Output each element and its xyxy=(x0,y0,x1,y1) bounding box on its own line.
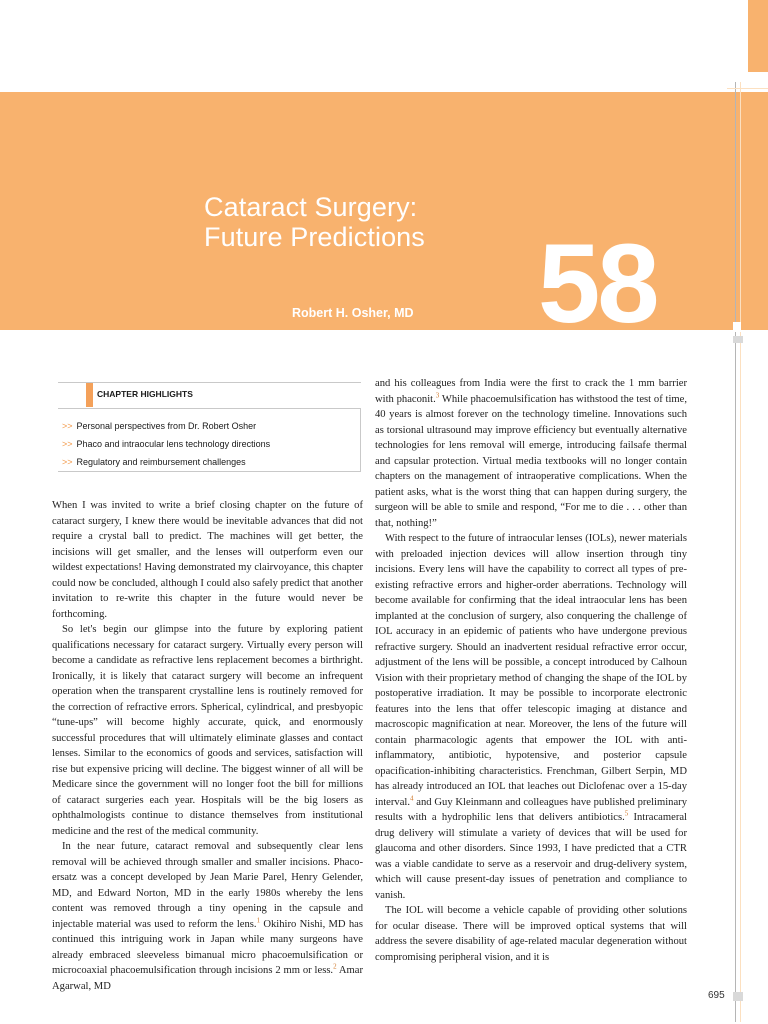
margin-rule xyxy=(735,82,736,1022)
highlight-item xyxy=(58,435,360,453)
paragraph-text: In the near future, cataract removal and subsequently clear lens removal will be achieved through smaller and smaller incisions. Phaco-ersatz was a concept developed by Jean Marie Parel, Henry Gelender, MD, and Edward Norton, MD in the early 1980s whereby the lens content was removed through a tiny opening in the capsule and injectable material was used to reform the lens. xyxy=(52,841,363,930)
edge-notch xyxy=(733,322,741,332)
paragraph xyxy=(52,839,363,994)
highlights-title: CHAPTER HIGHLIGHTS xyxy=(97,389,193,399)
body-column-right xyxy=(375,376,687,965)
paragraph-text: and his colleagues from India were the first to crack the 1 mm barrier with phaconit. xyxy=(375,378,687,405)
highlight-text: Regulatory and reimbursement challenges xyxy=(76,457,246,467)
citation-marker: 4 xyxy=(410,793,414,802)
citation-marker: 3 xyxy=(435,390,440,399)
highlight-item xyxy=(58,417,360,435)
double-chevron-icon: >> xyxy=(62,421,73,431)
highlights-marker xyxy=(86,383,93,407)
paragraph-text: and Guy Kleinmann and colleagues have published preliminary results with a hydrophilic lens that delivers antibiotics. xyxy=(375,796,687,823)
chapter-title-line1: Cataract Surgery: xyxy=(204,192,418,222)
chapter-highlights-box xyxy=(58,382,361,472)
citation-marker: 5 xyxy=(624,809,629,818)
paragraph-text: With respect to the future of intraocular lenses (IOLs), newer materials with preloaded injection devices will allow insertion through tiny incisions. Every lens will have the capability to correct all types of pre-existing refractive errors and higher-order aberrations. Technology will become available for confirming that the ideal intraocular lens has been implanted at the conclusion of surgery, also conquering the challenge of IOL accuracy in an epidemic of patients who have undergone previous refractive surgery. Should an inadvertent residual refractive error occur, adjustment of the lens will be possible, a concept introduced by Calhoun Vision with their proprietary method of changing the shape of the IOL by postoperative irradiation. It may be possible to incorporate electronic features into the lens that offer telescopic imaging at distance and macroscopic magnification at near. Moreover, the lens of the future will contain pharmacologic agents that empower the IOL with anti-inflammatory, antibiotic, hypotensive, and posterior capsule opacification-inhibiting characteristics. Frenchman, Gilbert Serpin, MD has already introduced an IOL that leaches out Diclofenac over a 15-day interval. xyxy=(375,533,687,808)
paragraph-text: Okihiro Nishi, MD has continued this intriguing work in Japan while many surgeons have already embraced sleeveless bimanual micro phacoemulsification or microcoaxial phacoemulsification through incisions 2 mm or less. xyxy=(52,918,363,976)
double-chevron-icon: >> xyxy=(62,439,73,449)
page-number: 695 xyxy=(708,990,725,1001)
corner-rule xyxy=(727,88,768,89)
edge-mark-top xyxy=(733,336,743,343)
paragraph: The IOL will become a vehicle capable of providing other solutions for ocular disease. There will be improved optical systems that will address the severe disability of age-related macular degeneration without compromising peripheral vision, and it is xyxy=(375,905,687,963)
paragraph: When I was invited to write a brief closing chapter on the future of cataract surgery, I knew there would be inevitable advances that did not require a crystal ball to predict. The machines will get better, the incisions will get smaller, and the lenses will outperform even our wildest expectations! Having demonstrated my clairvoyance, this chapter could now be concluded, although I could also safely predict that another invitation to re-write this chapter in the future would never be forthcoming. xyxy=(52,500,363,620)
paragraph: So let's begin our glimpse into the future by exploring patient qualifications necessary for cataract surgery. Virtually every person will become a candidate as refractive lens replacement becomes a birthright. Ironically, it is likely that cataract surgery will become an infrequent operation when the transparent crystalline lens is routinely removed for the correction of refractive errors. Spherical, cylindrical, and presbyopic “tune-ups” will become highly accurate, quick, and enormously successful procedures that will ultimately eliminate glasses and contact lenses. Similar to the economics of goods and services, satisfaction will rise but expensive pricing will decline. The biggest winner of all will be Medicare since the government will no longer foot the bill for millions of cataract surgeries each year. Hospitals will be the big losers as ophthalmologists continue to distance themselves from institutional medicine and the rest of the medical community. xyxy=(52,624,363,837)
highlight-text: Phaco and intraocular lens technology directions xyxy=(76,439,271,449)
chapter-number: 58 xyxy=(538,221,657,346)
paragraph-text: While phacoemulsification has withstood the test of time, 40 years is almost forever on the technology timeline. Innovations such as torsional ultrasound may improve efficiency but eventually alternative technologies for lens removal will emerge, introducing failsafe thermal and capsular protection. Virtual media textbooks will no longer contain chapters on the management of intraoperative complications. When the patient asks, what is the worst thing that can happen during surgery, the surgeon will be able to smile and respond, “For me to die . . . other than that, nothing!” xyxy=(375,393,687,529)
chapter-title-line2: Future Predictions xyxy=(204,222,425,252)
margin-rule-light xyxy=(740,82,741,1022)
highlights-list xyxy=(58,408,361,472)
page-edge-tab xyxy=(748,0,768,72)
highlight-item xyxy=(58,453,360,471)
paragraph-text: Intracameral drug delivery will stimulate a variety of devices that will be used for glaucoma and other disorders. Since 1993, I have predicted that a CTR was a viable candidate to serve as a reservoir and drug-delivery system, which will cause present-day issues of penetration and compliance to vanish. xyxy=(375,812,687,901)
highlight-text: Personal perspectives from Dr. Robert Osher xyxy=(76,421,257,431)
edge-mark-bottom xyxy=(733,992,743,1001)
paragraph-text: Amar Agarwal, MD xyxy=(52,965,364,992)
paragraph xyxy=(375,531,687,903)
citation-marker: 2 xyxy=(333,962,337,971)
chapter-author: Robert H. Osher, MD xyxy=(292,306,414,320)
highlights-header xyxy=(58,382,361,408)
chapter-title xyxy=(204,192,425,252)
citation-marker: 1 xyxy=(256,915,261,924)
body-column-left xyxy=(52,498,363,994)
paragraph xyxy=(375,376,687,531)
double-chevron-icon: >> xyxy=(62,457,73,467)
